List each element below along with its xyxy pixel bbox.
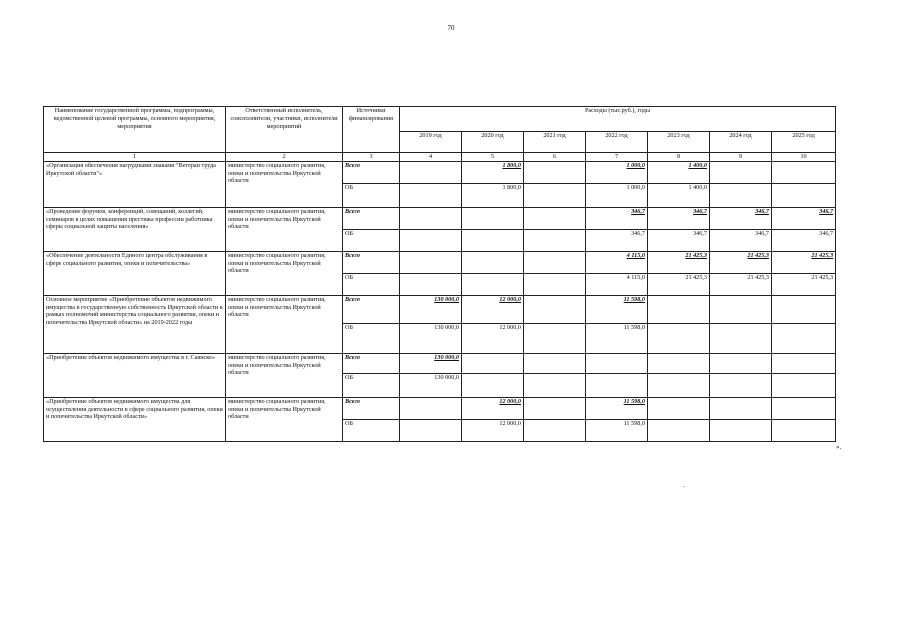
total-amount-cell bbox=[462, 353, 524, 373]
header-year: 2025 год bbox=[772, 132, 836, 153]
total-amount-cell: 130 000,0 bbox=[400, 353, 462, 373]
total-amount-cell bbox=[524, 207, 586, 229]
column-number: 9 bbox=[710, 153, 772, 162]
ob-amount-cell bbox=[648, 373, 710, 397]
budget-table bbox=[43, 106, 836, 442]
ob-amount-cell bbox=[524, 373, 586, 397]
source-ob-label: ОБ bbox=[343, 323, 400, 353]
total-amount-cell: 1 400,0 bbox=[648, 161, 710, 183]
header-name: Наименование государственной программы, подпрограммы, ведомственной целевой программы, основного мероприятия, мероприятия bbox=[44, 107, 226, 153]
executor-cell: министерство социального развития, опеки и попечительства Иркутской области bbox=[226, 353, 343, 397]
activity-name-cell: «Приобретение объектов недвижимого имущества в г. Саянске» bbox=[44, 353, 226, 397]
ob-amount-cell bbox=[772, 323, 836, 353]
total-amount-cell bbox=[772, 397, 836, 419]
ob-amount-cell bbox=[772, 419, 836, 441]
ob-amount-cell bbox=[462, 373, 524, 397]
table-row bbox=[44, 353, 836, 373]
total-amount-cell: 1 800,0 bbox=[462, 161, 524, 183]
ob-amount-cell bbox=[524, 229, 586, 251]
ob-amount-cell: 130 000,0 bbox=[400, 373, 462, 397]
ob-amount-cell bbox=[400, 183, 462, 207]
total-amount-cell bbox=[524, 353, 586, 373]
ob-amount-cell bbox=[586, 373, 648, 397]
ob-amount-cell bbox=[400, 419, 462, 441]
ob-amount-cell: 130 000,0 bbox=[400, 323, 462, 353]
executor-cell: министерство социального развития, опеки и попечительства Иркутской области bbox=[226, 295, 343, 353]
ob-amount-cell: 11 598,0 bbox=[586, 323, 648, 353]
total-amount-cell: 12 000,0 bbox=[462, 397, 524, 419]
column-numbers-row bbox=[44, 153, 836, 162]
header-year: 2019 год bbox=[400, 132, 462, 153]
source-total-label: Всего bbox=[343, 161, 400, 183]
ob-amount-cell: 346,7 bbox=[648, 229, 710, 251]
ob-amount-cell bbox=[524, 419, 586, 441]
header-year: 2020 год bbox=[462, 132, 524, 153]
total-amount-cell: 1 000,0 bbox=[586, 161, 648, 183]
total-amount-cell bbox=[648, 397, 710, 419]
column-number: 7 bbox=[586, 153, 648, 162]
ob-amount-cell bbox=[400, 273, 462, 295]
ob-amount-cell: 346,7 bbox=[772, 229, 836, 251]
total-amount-cell: 346,7 bbox=[586, 207, 648, 229]
ob-amount-cell bbox=[462, 229, 524, 251]
ob-amount-cell bbox=[710, 373, 772, 397]
total-amount-cell bbox=[400, 397, 462, 419]
ob-amount-cell bbox=[710, 183, 772, 207]
ob-amount-cell bbox=[772, 373, 836, 397]
total-amount-cell: 130 000,0 bbox=[400, 295, 462, 323]
total-amount-cell bbox=[710, 397, 772, 419]
total-amount-cell: 21 425,3 bbox=[648, 251, 710, 273]
total-amount-cell: 21 425,3 bbox=[772, 251, 836, 273]
total-amount-cell bbox=[524, 251, 586, 273]
column-number: 3 bbox=[343, 153, 400, 162]
ob-amount-cell: 11 598,0 bbox=[586, 419, 648, 441]
ob-amount-cell: 346,7 bbox=[586, 229, 648, 251]
page-number: 70 bbox=[447, 24, 455, 32]
total-amount-cell bbox=[400, 207, 462, 229]
closing-quote-mark: ». bbox=[836, 443, 842, 451]
executor-cell: министерство социального развития, опеки и попечительства Иркутской области bbox=[226, 251, 343, 295]
ob-amount-cell: 346,7 bbox=[710, 229, 772, 251]
source-ob-label: ОБ bbox=[343, 273, 400, 295]
ob-amount-cell bbox=[462, 273, 524, 295]
total-amount-cell: 11 598,0 bbox=[586, 397, 648, 419]
source-total-label: Всего bbox=[343, 353, 400, 373]
ob-amount-cell: 4 115,0 bbox=[586, 273, 648, 295]
ob-amount-cell: 21 425,3 bbox=[648, 273, 710, 295]
column-number: 8 bbox=[648, 153, 710, 162]
total-amount-cell: 4 115,0 bbox=[586, 251, 648, 273]
total-amount-cell bbox=[462, 251, 524, 273]
table-row bbox=[44, 251, 836, 273]
total-amount-cell bbox=[710, 353, 772, 373]
ob-amount-cell: 1 000,0 bbox=[586, 183, 648, 207]
header-year: 2021 год bbox=[524, 132, 586, 153]
total-amount-cell: 346,7 bbox=[648, 207, 710, 229]
total-amount-cell bbox=[462, 207, 524, 229]
ob-amount-cell bbox=[400, 229, 462, 251]
source-ob-label: ОБ bbox=[343, 229, 400, 251]
activity-name-cell: «Приобретение объектов недвижимого имущества для осуществления деятельности в сфере социального развития, опеки и попечительства Иркутской области» bbox=[44, 397, 226, 441]
source-total-label: Всего bbox=[343, 207, 400, 229]
total-amount-cell bbox=[772, 353, 836, 373]
source-total-label: Всего bbox=[343, 295, 400, 323]
total-amount-cell: 346,7 bbox=[772, 207, 836, 229]
column-number: 4 bbox=[400, 153, 462, 162]
ob-amount-cell bbox=[710, 419, 772, 441]
table-row bbox=[44, 207, 836, 229]
header-year: 2023 год bbox=[648, 132, 710, 153]
activity-name-cell: Основное мероприятие «Приобретение объектов недвижимого имущества в государственную собственность Иркутской области в рамках полномочий министерства социального развития, опеки и попечительства Иркутской области» на 2019-2022 годы bbox=[44, 295, 226, 353]
column-number: 10 bbox=[772, 153, 836, 162]
source-ob-label: ОБ bbox=[343, 419, 400, 441]
activity-name-cell: «Организация обеспечения нагрудными знаками "Ветеран труда Иркутской области"» bbox=[44, 161, 226, 207]
activity-name-cell: «Проведение форумов, конференций, совещаний, коллегий, семинаров в целях повышения престижа профессии работника сферы социальной защиты населения» bbox=[44, 207, 226, 251]
ob-amount-cell bbox=[648, 419, 710, 441]
column-number: 2 bbox=[226, 153, 343, 162]
header-expenses: Расходы (тыс.руб.), годы bbox=[400, 107, 836, 132]
total-amount-cell bbox=[400, 161, 462, 183]
ob-amount-cell bbox=[524, 183, 586, 207]
total-amount-cell bbox=[648, 353, 710, 373]
executor-cell: министерство социального развития, опеки и попечительства Иркутской области bbox=[226, 207, 343, 251]
activity-name-cell: «Обеспечение деятельности Единого центра обслуживания в сфере социального развития, опеки и попечительства» bbox=[44, 251, 226, 295]
header-source: Источники финансирования bbox=[343, 107, 400, 153]
total-amount-cell bbox=[772, 295, 836, 323]
total-amount-cell bbox=[400, 251, 462, 273]
executor-cell: министерство социального развития, опеки и попечительства Иркутской области bbox=[226, 397, 343, 441]
ob-amount-cell: 12 000,0 bbox=[462, 419, 524, 441]
total-amount-cell bbox=[524, 397, 586, 419]
header-year: 2024 год bbox=[710, 132, 772, 153]
ob-amount-cell bbox=[710, 323, 772, 353]
stray-dash-mark: - bbox=[683, 482, 686, 490]
ob-amount-cell: 1 400,0 bbox=[648, 183, 710, 207]
total-amount-cell: 346,7 bbox=[710, 207, 772, 229]
table-row bbox=[44, 295, 836, 323]
total-amount-cell: 12 000,0 bbox=[462, 295, 524, 323]
total-amount-cell bbox=[524, 161, 586, 183]
ob-amount-cell bbox=[772, 183, 836, 207]
ob-amount-cell bbox=[524, 323, 586, 353]
total-amount-cell: 21 425,3 bbox=[710, 251, 772, 273]
source-total-label: Всего bbox=[343, 397, 400, 419]
source-ob-label: ОБ bbox=[343, 183, 400, 207]
total-amount-cell bbox=[586, 353, 648, 373]
total-amount-cell: 11 598,0 bbox=[586, 295, 648, 323]
ob-amount-cell: 21 425,3 bbox=[710, 273, 772, 295]
ob-amount-cell: 12 000,0 bbox=[462, 323, 524, 353]
source-total-label: Всего bbox=[343, 251, 400, 273]
table-row bbox=[44, 397, 836, 419]
column-number: 6 bbox=[524, 153, 586, 162]
ob-amount-cell bbox=[648, 323, 710, 353]
total-amount-cell bbox=[710, 295, 772, 323]
total-amount-cell bbox=[772, 161, 836, 183]
ob-amount-cell: 21 425,3 bbox=[772, 273, 836, 295]
header-year: 2022 год bbox=[586, 132, 648, 153]
ob-amount-cell: 1 800,0 bbox=[462, 183, 524, 207]
executor-cell: министерство социального развития, опеки и попечительства Иркутской области bbox=[226, 161, 343, 207]
column-number: 1 bbox=[44, 153, 226, 162]
header-executor: Ответственный исполнитель, соисполнители, участники, исполнители мероприятий bbox=[226, 107, 343, 153]
source-ob-label: ОБ bbox=[343, 373, 400, 397]
table-row bbox=[44, 161, 836, 183]
total-amount-cell bbox=[524, 295, 586, 323]
ob-amount-cell bbox=[524, 273, 586, 295]
total-amount-cell bbox=[648, 295, 710, 323]
column-number: 5 bbox=[462, 153, 524, 162]
total-amount-cell bbox=[710, 161, 772, 183]
